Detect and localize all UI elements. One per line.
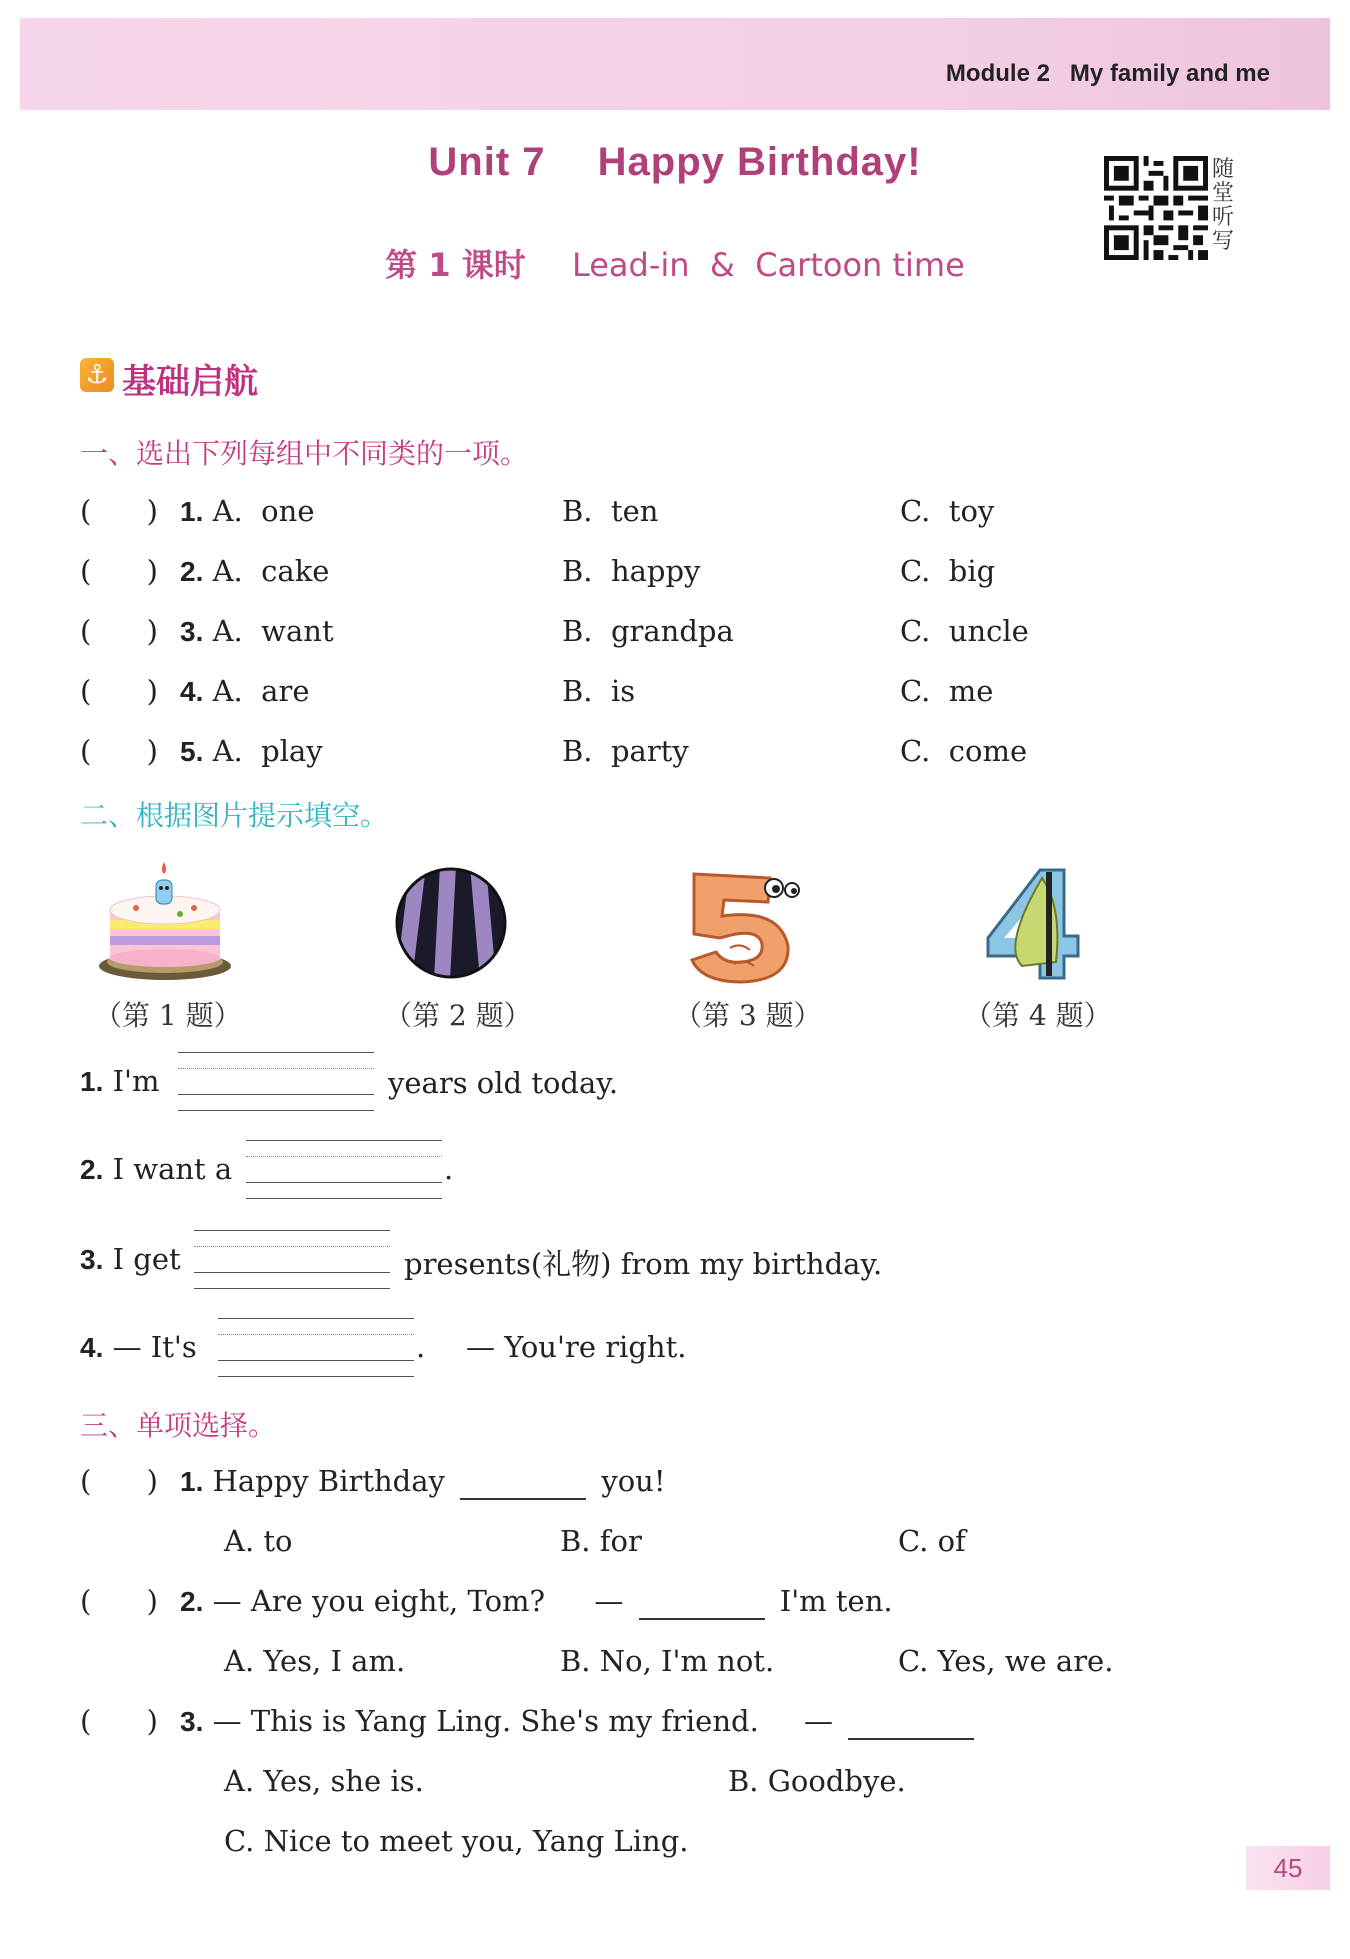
part1-question-2	[80, 554, 329, 588]
answer-bracket[interactable]: ( )	[80, 614, 158, 648]
option-b[interactable]: B. No, I'm not.	[560, 1644, 775, 1678]
item-number: 1.	[180, 496, 204, 527]
question-text: — Are you eight, Tom?	[212, 1584, 546, 1618]
item-number: 2.	[180, 556, 204, 587]
question-2	[80, 1584, 893, 1620]
answer-bracket[interactable]: ( )	[80, 554, 158, 588]
question-3	[80, 1704, 980, 1740]
option-b[interactable]: B. Goodbye.	[728, 1764, 906, 1798]
answer-bracket[interactable]: ( )	[80, 1464, 158, 1498]
qr-label: 随堂听写	[1212, 157, 1235, 254]
page-number: 45	[1246, 1846, 1330, 1890]
question-text: Happy Birthday	[212, 1464, 445, 1498]
fill-sentence-4	[80, 1330, 197, 1364]
option-a[interactable]: A. play	[212, 734, 323, 768]
option-b[interactable]: B. is	[562, 674, 636, 708]
sentence-start: I get	[112, 1242, 181, 1276]
module-label: Module 2 My family and me	[945, 60, 1270, 87]
option-c[interactable]: C. uncle	[900, 614, 1029, 648]
item-number: 1.	[80, 1066, 104, 1097]
question-text: — This is Yang Ling. She's my friend.	[212, 1704, 759, 1738]
answer-bracket[interactable]: ( )	[80, 1584, 158, 1618]
option-c[interactable]: C. of	[898, 1524, 966, 1558]
reply-dash: —	[594, 1584, 624, 1618]
option-c[interactable]: C. Nice to meet you, Yang Ling.	[224, 1824, 689, 1858]
option-a[interactable]: A. one	[212, 494, 315, 528]
question-text-end: you!	[601, 1464, 666, 1498]
part1-question-4	[80, 674, 310, 708]
unit-number: Unit 7	[428, 140, 546, 184]
answer-bracket[interactable]: ( )	[80, 1704, 158, 1738]
anchor-icon: ⚓	[80, 358, 114, 392]
fill-sentence-3	[80, 1242, 181, 1276]
answer-blank[interactable]	[639, 1584, 765, 1620]
unit-name: Happy Birthday!	[597, 140, 922, 184]
question-1	[80, 1464, 666, 1500]
item-number: 5.	[180, 736, 204, 767]
answer-blank[interactable]	[460, 1464, 586, 1500]
lesson-number: 第 1 课时	[385, 246, 526, 284]
number-five-icon	[684, 868, 804, 986]
option-a[interactable]: A. cake	[212, 554, 330, 588]
option-a[interactable]: A. are	[212, 674, 310, 708]
option-a[interactable]: A. Yes, I am.	[224, 1644, 406, 1678]
caption-3: （第 3 题）	[674, 999, 822, 1032]
option-b[interactable]: B. ten	[562, 494, 659, 528]
option-a[interactable]: A. want	[212, 614, 334, 648]
reply-text: — You're right.	[466, 1330, 687, 1364]
item-number: 3.	[80, 1244, 104, 1275]
part1-question-3	[80, 614, 334, 648]
option-a[interactable]: A. to	[224, 1524, 293, 1558]
item-number: 3.	[180, 1706, 204, 1737]
option-c[interactable]: C. Yes, we are.	[898, 1644, 1114, 1678]
item-number: 2.	[180, 1586, 204, 1617]
question-text-end: I'm ten.	[779, 1584, 893, 1618]
caption-4: （第 4 题）	[964, 999, 1112, 1032]
answer-bracket[interactable]: ( )	[80, 494, 158, 528]
option-c[interactable]: C. big	[900, 554, 996, 588]
sentence-start: I'm	[112, 1064, 160, 1098]
ball-icon	[392, 866, 510, 980]
answer-bracket[interactable]: ( )	[80, 734, 158, 768]
item-number: 4.	[180, 676, 204, 707]
part1-question-1	[80, 494, 314, 528]
fill-sentence-1	[80, 1064, 160, 1098]
part3-heading: 三、单项选择。	[80, 1409, 277, 1442]
caption-2: （第 2 题）	[384, 999, 532, 1032]
number-four-icon	[982, 866, 1082, 982]
option-b[interactable]: B. party	[562, 734, 689, 768]
sentence-end: presents(礼物) from my birthday.	[404, 1247, 883, 1281]
fill-sentence-2	[80, 1152, 232, 1186]
option-c[interactable]: C. come	[900, 734, 1028, 768]
option-b[interactable]: B. for	[560, 1524, 642, 1558]
sentence-end: years old today.	[388, 1066, 619, 1100]
option-a[interactable]: A. Yes, she is.	[224, 1764, 424, 1798]
part1-question-5	[80, 734, 323, 768]
lesson-name: Lead-in & Cartoon time	[571, 246, 965, 284]
caption-1: （第 1 题）	[94, 999, 242, 1032]
part2-heading: 二、根据图片提示填空。	[80, 799, 389, 832]
option-b[interactable]: B. happy	[562, 554, 701, 588]
option-c[interactable]: C. toy	[900, 494, 995, 528]
sentence-end: .	[444, 1152, 454, 1186]
option-b[interactable]: B. grandpa	[562, 614, 734, 648]
answer-blank[interactable]	[848, 1704, 974, 1740]
item-number: 4.	[80, 1332, 104, 1363]
part1-heading: 一、选出下列每组中不同类的一项。	[80, 437, 529, 470]
sentence-end: .	[416, 1330, 426, 1364]
item-number: 2.	[80, 1154, 104, 1185]
reply-dash: —	[804, 1704, 834, 1738]
item-number: 3.	[180, 616, 204, 647]
qr-code-icon[interactable]	[1104, 156, 1208, 260]
item-number: 1.	[180, 1466, 204, 1497]
option-c[interactable]: C. me	[900, 674, 994, 708]
section-title: 基础启航	[122, 362, 258, 402]
sentence-start: I want a	[112, 1152, 233, 1186]
cake-icon	[96, 858, 234, 984]
answer-bracket[interactable]: ( )	[80, 674, 158, 708]
sentence-start: — It's	[112, 1330, 197, 1364]
